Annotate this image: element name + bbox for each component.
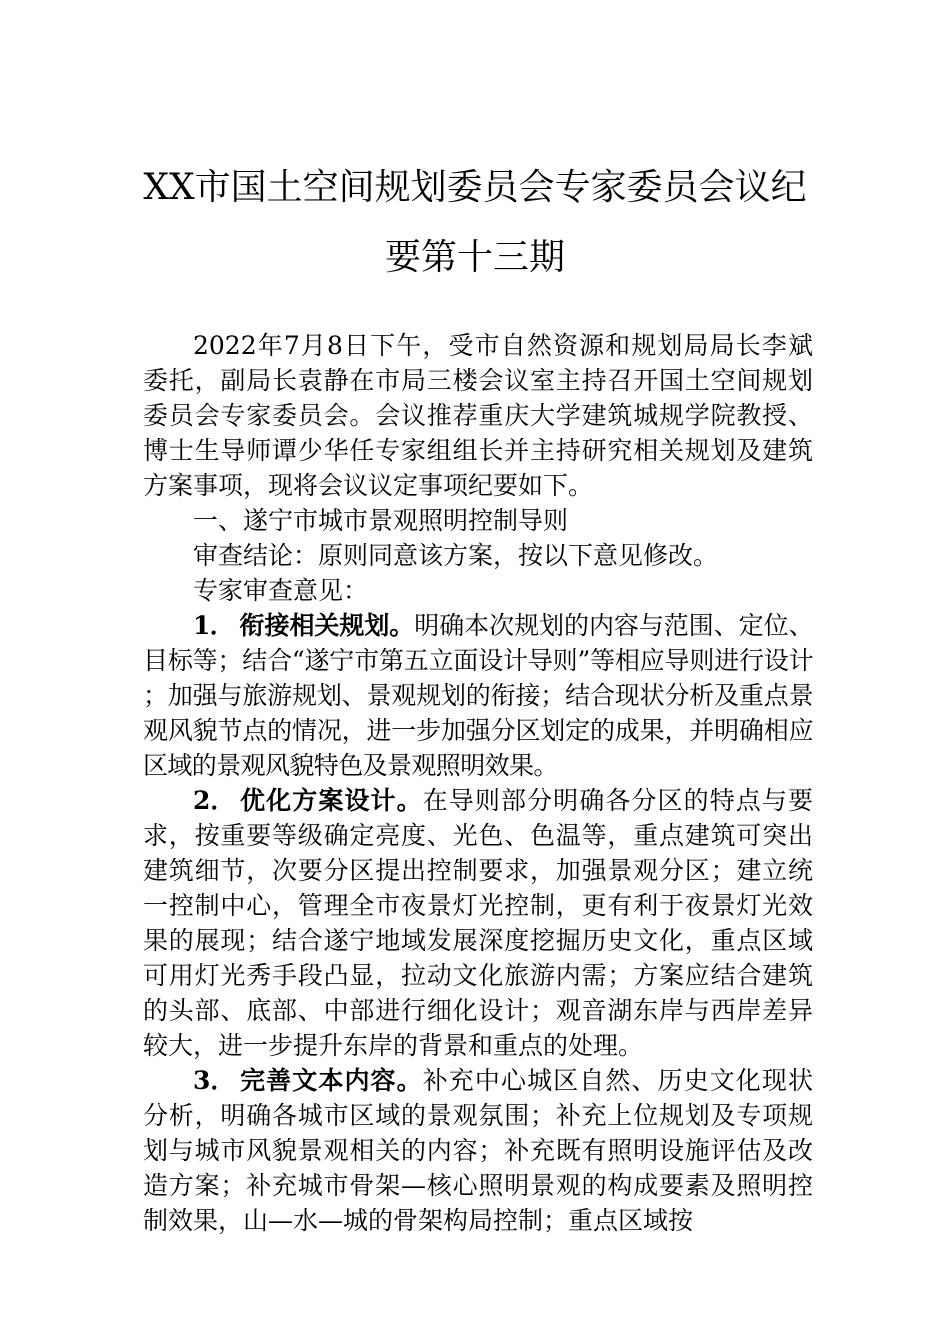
document-body bbox=[143, 328, 813, 1238]
document-title-line-1: XX市国土空间规划委员会专家委员会议纪 bbox=[143, 167, 807, 208]
opinion-item-text: 补充中心城区自然、历史文化现状分析，明确各城市区域的景观氛围；补充上位规划及专项规划与城市风貌景观相关的内容；补充既有照明设施评估及改造方案；补充城市骨架—核心照明景观的构成要素及照明控制效果，山—水—城的骨架构局控制；重点区域按 bbox=[143, 1066, 813, 1235]
expert-opinions-label: 专家审查意见： bbox=[193, 576, 369, 605]
opinion-item-heading: 完善文本内容。 bbox=[239, 1066, 423, 1095]
opinion-item-heading: 衔接相关规划。 bbox=[239, 611, 415, 640]
review-conclusion: 审查结论：原则同意该方案，按以下意见修改。 bbox=[193, 541, 719, 570]
intro-paragraph: 2022年7月8日下午，受市自然资源和规划局局长李斌委托，副局长袁静在市局三楼会议室主持召开国土空间规划委员会专家委员会。会议推荐重庆大学建筑城规学院教授、博士生导师谭少华任专家组组长并主持研究相关规划及建筑方案事项，现将会议议定事项纪要如下。 bbox=[143, 331, 813, 500]
opinion-item-number: 2． bbox=[193, 786, 236, 815]
opinion-item-text: 明确本次规划的内容与范围、定位、目标等；结合“遂宁市第五立面设计导则”等相应导则进行设计；加强与旅游规划、景观规划的衔接；结合现状分析及重点景观风貌节点的情况，进一步加强分区划定的成果，并明确相应区域的景观风貌特色及景观照明效果。 bbox=[143, 611, 813, 780]
opinion-item-3 bbox=[143, 1063, 813, 1238]
section-heading: 一、遂宁市城市景观照明控制导则 bbox=[193, 506, 569, 535]
opinion-item-2 bbox=[143, 783, 813, 1063]
opinion-item-text: 在导则部分明确各分区的特点与要求，按重要等级确定亮度、光色、色温等，重点建筑可突出建筑细节，次要分区提出控制要求，加强景观分区；建立统一控制中心，管理全市夜景灯光控制，更有利于夜景灯光效果的展现；结合遂宁地域发展深度挖掘历史文化，重点区域可用灯光秀手段凸显，拉动文化旅游内需；方案应结合建筑的头部、底部、中部进行细化设计；观音湖东岸与西岸差异较大，进一步提升东岸的背景和重点的处理。 bbox=[143, 786, 813, 1060]
document-title-line-2: 要第十三期 bbox=[384, 237, 565, 278]
opinion-item-1 bbox=[143, 608, 813, 783]
opinion-item-heading: 优化方案设计。 bbox=[239, 786, 423, 815]
opinion-item-number: 3． bbox=[193, 1066, 236, 1095]
opinion-item-number: 1． bbox=[193, 611, 235, 640]
